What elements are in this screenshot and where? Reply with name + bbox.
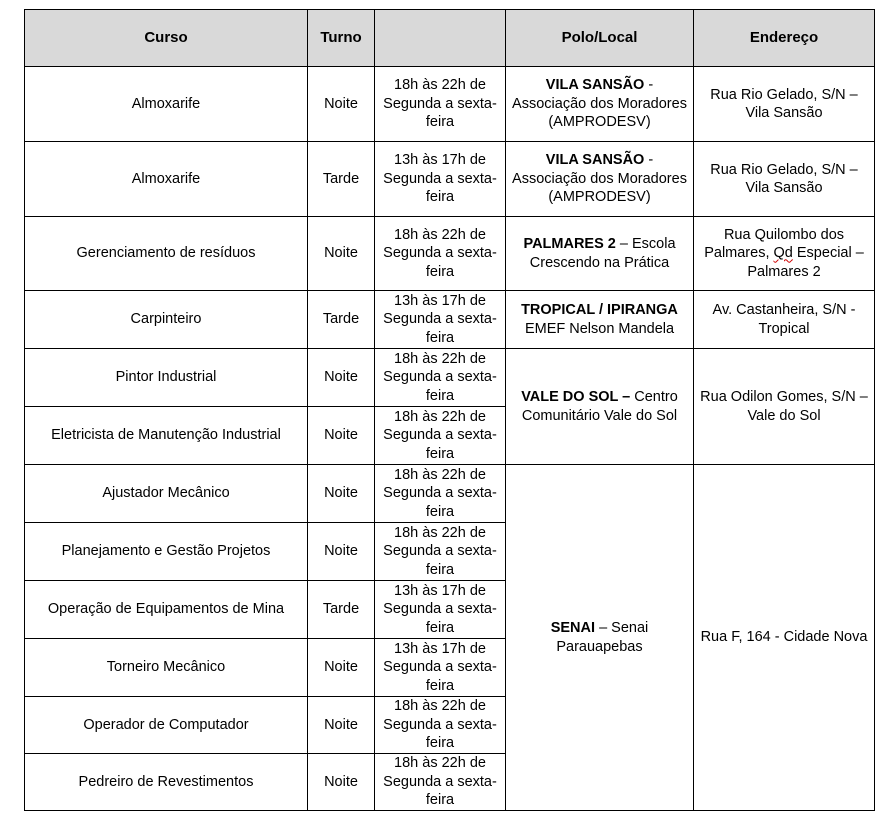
horario-cell: 13h às 17h de Segunda a sexta-feira bbox=[375, 291, 506, 349]
curso-cell: Pedreiro de Revestimentos bbox=[25, 754, 308, 811]
horario-cell: 18h às 22h de Segunda a sexta-feira bbox=[375, 465, 506, 523]
table-row bbox=[25, 67, 875, 142]
header-row bbox=[25, 10, 875, 67]
table-row bbox=[25, 217, 875, 291]
polo-cell bbox=[506, 67, 694, 142]
horario-cell: 18h às 22h de Segunda a sexta-feira bbox=[375, 349, 506, 407]
curso-cell: Ajustador Mecânico bbox=[25, 465, 308, 523]
header-endereco: Endereço bbox=[694, 10, 875, 67]
polo-name: VILA SANSÃO bbox=[545, 152, 645, 169]
turno-cell: Tarde bbox=[308, 142, 375, 217]
horario-cell: 13h às 17h de Segunda a sexta-feira bbox=[375, 581, 506, 639]
curso-cell: Planejamento e Gestão Projetos bbox=[25, 523, 308, 581]
address-part: Especial – Palmares 2 bbox=[747, 245, 864, 280]
curso-cell: Eletricista de Manutenção Industrial bbox=[25, 407, 308, 465]
table-row bbox=[25, 349, 875, 407]
turno-cell: Tarde bbox=[308, 291, 375, 349]
horario-cell: 18h às 22h de Segunda a sexta-feira bbox=[375, 754, 506, 811]
curso-cell: Almoxarife bbox=[25, 142, 308, 217]
header-polo: Polo/Local bbox=[506, 10, 694, 67]
polo-detail: EMEF Nelson Mandela bbox=[524, 320, 675, 337]
horario-cell: 18h às 22h de Segunda a sexta-feira bbox=[375, 697, 506, 754]
address-part: Rua Quilombo dos Palmares, bbox=[704, 226, 845, 262]
horario-cell: 13h às 17h de Segunda a sexta-feira bbox=[375, 639, 506, 697]
endereco-cell: Av. Castanheira, S/N - Tropical bbox=[694, 291, 875, 349]
polo-cell bbox=[506, 349, 694, 465]
address-part-flagged: Qd bbox=[773, 245, 793, 262]
turno-cell: Noite bbox=[308, 349, 375, 407]
endereco-cell bbox=[694, 217, 875, 291]
turno-cell: Tarde bbox=[308, 581, 375, 639]
curso-cell: Torneiro Mecânico bbox=[25, 639, 308, 697]
polo-detail: - Associação dos Moradores (AMPRODESV) bbox=[512, 77, 687, 131]
table-row bbox=[25, 142, 875, 217]
courses-table bbox=[24, 9, 875, 811]
polo-detail: – Escola Crescendo na Prática bbox=[529, 236, 676, 271]
turno-cell: Noite bbox=[308, 754, 375, 811]
turno-cell: Noite bbox=[308, 639, 375, 697]
polo-name: TROPICAL / IPIRANGA bbox=[521, 302, 678, 318]
horario-cell: 18h às 22h de Segunda a sexta-feira bbox=[375, 217, 506, 291]
horario-cell: 18h às 22h de Segunda a sexta-feira bbox=[375, 67, 506, 142]
turno-cell: Noite bbox=[308, 697, 375, 754]
horario-cell: 13h às 17h de Segunda a sexta-feira bbox=[375, 142, 506, 217]
table-row bbox=[25, 291, 875, 349]
polo-cell bbox=[506, 291, 694, 349]
curso-cell: Operador de Computador bbox=[25, 697, 308, 754]
curso-cell: Operação de Equipamentos de Mina bbox=[25, 581, 308, 639]
polo-detail: Centro Comunitário Vale do Sol bbox=[521, 389, 678, 424]
endereco-cell: Rua Rio Gelado, S/N – Vila Sansão bbox=[694, 142, 875, 217]
polo-cell bbox=[506, 142, 694, 217]
curso-cell: Pintor Industrial bbox=[25, 349, 308, 407]
curso-cell: Gerenciamento de resíduos bbox=[25, 217, 308, 291]
header-curso: Curso bbox=[25, 10, 308, 67]
endereco-cell: Rua Rio Gelado, S/N – Vila Sansão bbox=[694, 67, 875, 142]
turno-cell: Noite bbox=[308, 407, 375, 465]
header-horario bbox=[375, 10, 506, 67]
header-turno: Turno bbox=[308, 10, 375, 67]
curso-cell: Almoxarife bbox=[25, 67, 308, 142]
horario-cell: 18h às 22h de Segunda a sexta-feira bbox=[375, 523, 506, 581]
polo-cell bbox=[506, 217, 694, 291]
endereco-cell: Rua Odilon Gomes, S/N – Vale do Sol bbox=[694, 349, 875, 465]
curso-cell: Carpinteiro bbox=[25, 291, 308, 349]
horario-cell: 18h às 22h de Segunda a sexta-feira bbox=[375, 407, 506, 465]
table-row bbox=[25, 465, 875, 523]
polo-name: VILA SANSÃO bbox=[545, 77, 645, 94]
polo-name: SENAI bbox=[550, 620, 596, 636]
polo-name: VALE DO SOL – bbox=[521, 389, 631, 405]
polo-name: PALMARES 2 bbox=[523, 236, 616, 252]
turno-cell: Noite bbox=[308, 217, 375, 291]
turno-cell: Noite bbox=[308, 465, 375, 523]
polo-detail: - Associação dos Moradores (AMPRODESV) bbox=[512, 152, 687, 206]
polo-detail: – Senai Parauapebas bbox=[556, 620, 649, 655]
polo-cell bbox=[506, 465, 694, 811]
turno-cell: Noite bbox=[308, 67, 375, 142]
endereco-cell: Rua F, 164 - Cidade Nova bbox=[694, 465, 875, 811]
turno-cell: Noite bbox=[308, 523, 375, 581]
